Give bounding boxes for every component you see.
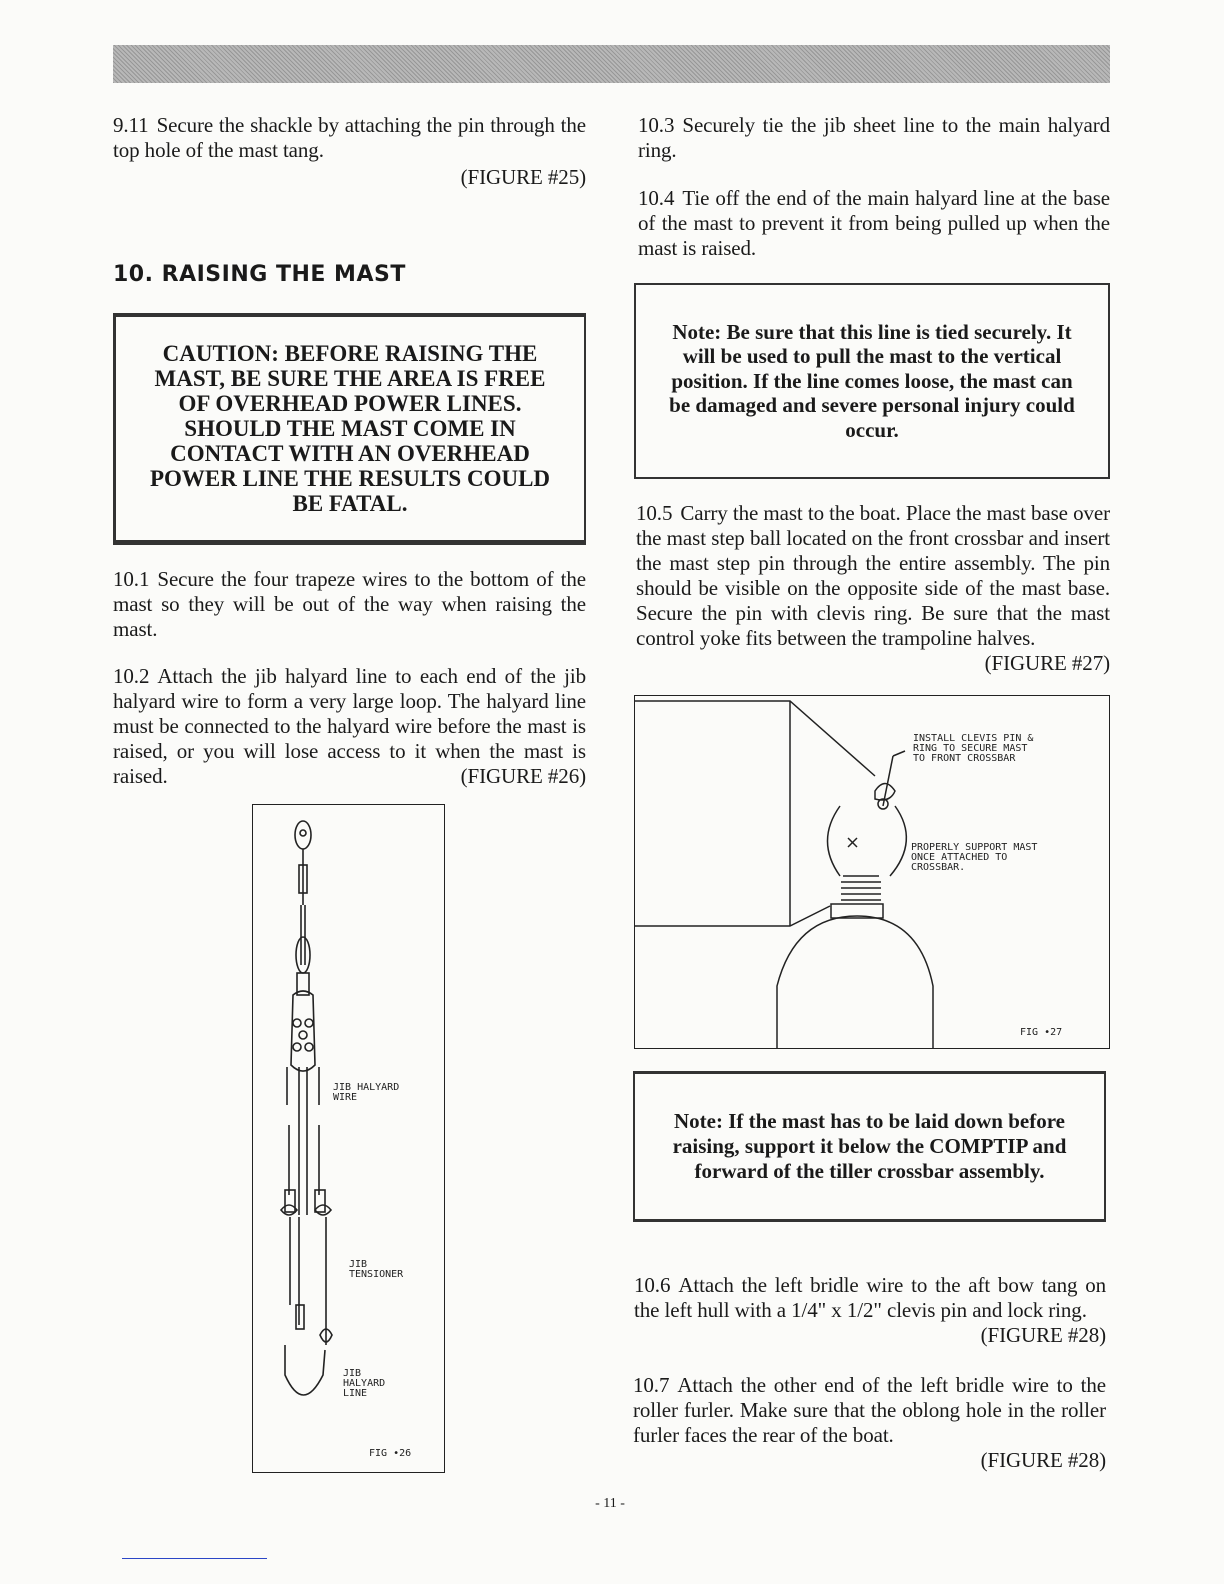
figure-reference: (FIGURE #25) xyxy=(460,165,586,189)
paragraph-text: Tie off the end of the main halyard line at the base of the mast to prevent it from being pulled up when the mast is raised. xyxy=(638,186,1110,260)
note-text: Note: If the mast has to be laid down before raising, support it below the COMPTIP and forward of the tiller crossbar assembly. xyxy=(672,1109,1067,1183)
paragraph-10-5 xyxy=(636,501,1110,676)
paragraph-10-1 xyxy=(113,567,586,642)
page-number: - 11 - xyxy=(595,1496,625,1511)
label-install-clevis-pin: INSTALL CLEVIS PIN & RING TO SECURE MAST TO FRONT CROSSBAR xyxy=(913,733,1034,764)
paragraph-number: 10.1 xyxy=(113,567,150,591)
paragraph-number: 10.5 xyxy=(636,501,673,525)
paragraph-text: Attach the other end of the left bridle wire to the roller furler. Make sure that the oblong hole in the roller furler faces the rear of the boat. xyxy=(633,1373,1106,1447)
paragraph-number: 10.4 xyxy=(638,186,675,210)
paragraph-text: Attach the jib halyard line to each end of the jib halyard wire to form a very large loop. The halyard line must be connected to the halyard wire before the mast is raised, or you will lose access to it when the mast is raised. xyxy=(113,664,586,788)
paragraph-number: 10.6 xyxy=(634,1273,671,1297)
section-title: 10. RAISING THE MAST xyxy=(113,262,406,287)
figure-26 xyxy=(252,804,445,1473)
note-box-tie-line xyxy=(634,283,1110,479)
figure-reference: (FIGURE #26) xyxy=(460,764,586,788)
mast-step-diagram xyxy=(635,696,1111,1050)
figure-caption: FIG •26 xyxy=(369,1448,412,1459)
paragraph-text: Carry the mast to the boat. Place the mast base over the mast step ball located on the front crossbar and insert the mast step pin through the entire assembly. The pin should be visible on the opposite side of the mast base. Secure the pin with clevis ring. Be sure that the mast control yoke fits between the trampoline halves. xyxy=(636,501,1110,650)
paragraph-10-3 xyxy=(638,113,1110,163)
caution-box xyxy=(113,313,586,545)
paragraph-10-4 xyxy=(638,186,1110,261)
note-box-laid-down xyxy=(633,1071,1106,1222)
figure-caption: FIG •27 xyxy=(1020,1027,1063,1038)
paragraph-number: 10.3 xyxy=(638,113,675,137)
paragraph-text: Securely tie the jib sheet line to the main halyard ring. xyxy=(638,113,1110,162)
label-support-mast: PROPERLY SUPPORT MAST ONCE ATTACHED TO CROSSBAR. xyxy=(911,842,1038,873)
paragraph-number: 10.2 xyxy=(113,664,150,688)
paragraph-9-11 xyxy=(113,113,586,190)
label-jib-tensioner: JIB TENSIONER xyxy=(349,1259,404,1280)
label-jib-halyard-line: JIB HALYARD LINE xyxy=(343,1368,386,1399)
header-bar xyxy=(113,45,1110,83)
paragraph-number: 9.11 xyxy=(113,113,149,137)
paragraph-10-6 xyxy=(634,1273,1106,1348)
paragraph-number: 10.7 xyxy=(633,1373,670,1397)
label-jib-halyard-wire: JIB HALYARD WIRE xyxy=(333,1082,400,1103)
paragraph-text: Attach the left bridle wire to the aft bow tang on the left hull with a 1/4" x 1/2" clevis pin and lock ring. xyxy=(634,1273,1106,1322)
paragraph-10-7 xyxy=(633,1373,1106,1473)
paragraph-text: Secure the four trapeze wires to the bottom of the mast so they will be out of the way when raising the mast. xyxy=(113,567,586,641)
footer-line xyxy=(122,1558,267,1559)
caution-text: CAUTION: BEFORE RAISING THE MAST, BE SURE THE AREA IS FREE OF OVERHEAD POWER LINES. SHOULD THE MAST COME IN CONTACT WITH AN OVERHEAD POWER LINE THE RESULTS COULD BE FATAL. xyxy=(149,341,551,516)
paragraph-text: Secure the shackle by attaching the pin through the top hole of the mast tang. xyxy=(113,113,586,162)
figure-27 xyxy=(634,695,1110,1049)
paragraph-10-2 xyxy=(113,664,586,789)
figure-reference: (FIGURE #27) xyxy=(984,651,1110,675)
figure-reference: (FIGURE #28) xyxy=(980,1448,1106,1472)
note-text: Note: Be sure that this line is tied securely. It will be used to pull the mast to the vertical position. If the line comes loose, the mast can be damaged and severe personal injury could occur. xyxy=(669,319,1075,442)
figure-reference: (FIGURE #28) xyxy=(980,1323,1106,1347)
